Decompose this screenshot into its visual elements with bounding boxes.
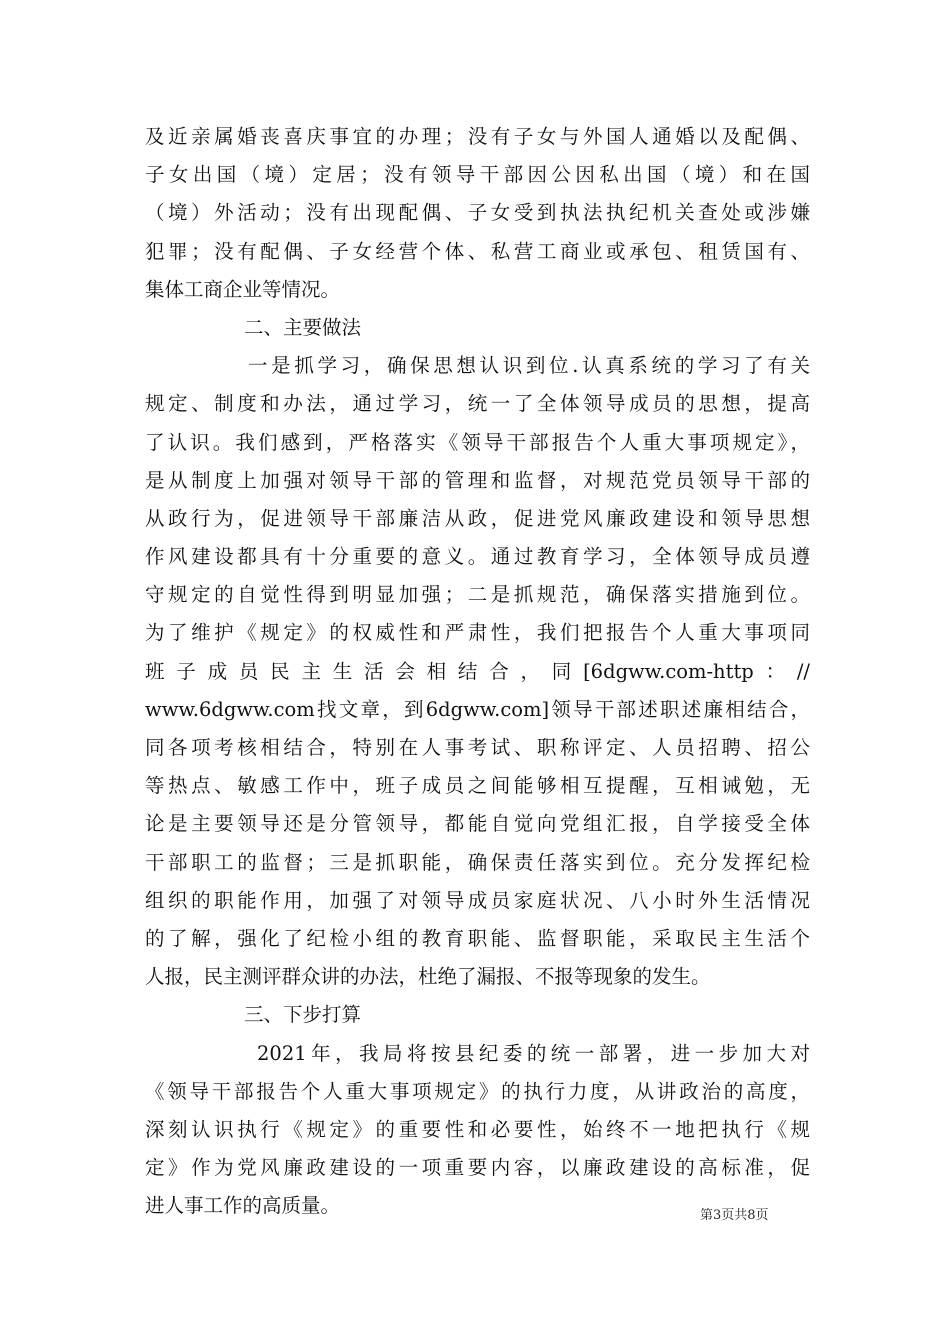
- text-line: 2021年，我局将按县纪委的统一部署，进一步加大对: [257, 1041, 810, 1065]
- text-line: 干部职工的监督；三是抓职能，确保责任落实到位。充分发挥纪检: [145, 850, 810, 874]
- text-line: 规定、制度和办法，通过学习，统一了全体领导成员的思想，提高: [145, 392, 810, 416]
- text-line: 定》作为党风廉政建设的一项重要内容，以廉政建设的高标准，促: [145, 1156, 810, 1180]
- paragraph-3: [145, 1035, 810, 1226]
- page-number: 第3页共8页: [700, 1208, 769, 1223]
- text-line: 为了维护《规定》的权威性和严肃性，我们把报告个人重大事项同: [145, 621, 810, 645]
- text-line: 及近亲属婚丧喜庆事宜的办理；没有子女与外国人通婚以及配偶、: [145, 125, 810, 148]
- text-line: 是从制度上加强对领导干部的管理和监督，对规范党员领导干部的: [145, 468, 810, 492]
- text-line: （境）外活动；没有出现配偶、子女受到执法执纪机关查处或涉嫌: [145, 201, 810, 225]
- paragraph-2: [145, 347, 810, 996]
- text-line: 论是主要领导还是分管领导，都能自觉向党组汇报，自学接受全体: [145, 812, 810, 836]
- section-heading-next-steps: 三、下步打算: [244, 1003, 362, 1027]
- text-line: 作风建设都具有十分重要的意义。通过教育学习，全体领导成员遵: [145, 545, 810, 569]
- text-line: 的了解，强化了纪检小组的教育职能、监督职能，采取民主生活个: [145, 926, 810, 950]
- text-line: 进人事工作的高质量。: [145, 1194, 341, 1218]
- text-line: www.6dgww.com找文章，到6dgww.com]领导干部述职述廉相结合，: [145, 697, 810, 721]
- text-line: 深刻认识执行《规定》的重要性和必要性，始终不一地把执行《规: [145, 1117, 810, 1141]
- section-heading-main-practices: 二、主要做法: [244, 315, 362, 339]
- paragraph-1: [145, 118, 810, 309]
- text-line: 犯罪；没有配偶、子女经营个体、私营工商业或承包、租赁国有、: [145, 239, 810, 263]
- text-line: 守规定的自觉性得到明显加强；二是抓规范，确保落实措施到位。: [145, 583, 810, 607]
- text-line: 人报，民主测评群众讲的办法，杜绝了漏报、不报等现象的发生。: [145, 965, 711, 989]
- text-line: 《领导干部报告个人重大事项规定》的执行力度，从讲政治的高度，: [145, 1079, 810, 1103]
- text-line: 等热点、敏感工作中，班子成员之间能够相互提醒，互相诫勉，无: [145, 774, 810, 798]
- text-line: 同各项考核相结合，特别在人事考试、职称评定、人员招聘、招公: [145, 736, 810, 759]
- text-line: 了认识。我们感到，严格落实《领导干部报告个人重大事项规定》，: [145, 430, 810, 454]
- text-line: 班子成员民主生活会相结合，同[6dgww.com-http：//: [145, 659, 810, 683]
- text-line: 集体工商企业等情况。: [145, 277, 341, 301]
- text-line: 子女出国（境）定居；没有领导干部因公因私出国（境）和在国: [145, 163, 810, 187]
- text-line: 从政行为，促进领导干部廉洁从政，促进党风廉政建设和领导思想: [145, 506, 810, 530]
- document-body: [145, 118, 810, 1225]
- text-line: 组织的职能作用，加强了对领导成员家庭状况、八小时外生活情况: [145, 888, 810, 912]
- text-line: 一是抓学习，确保思想认识到位.认真系统的学习了有关: [248, 354, 810, 378]
